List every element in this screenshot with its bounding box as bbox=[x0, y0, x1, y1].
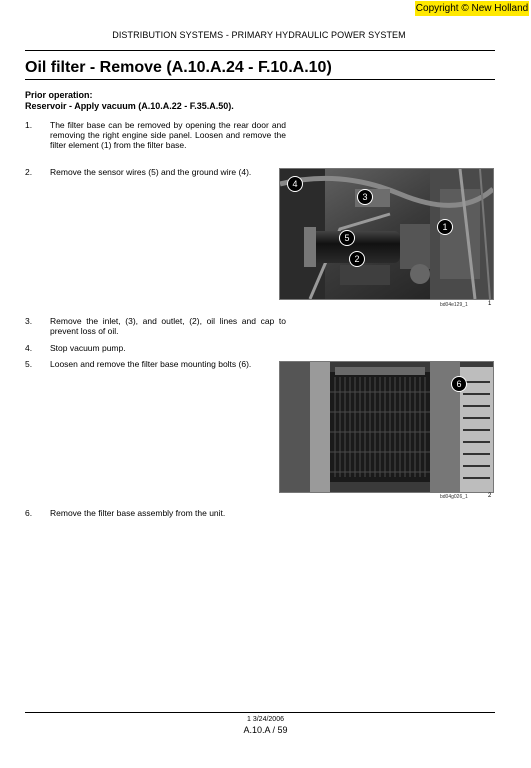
step-number: 6. bbox=[25, 508, 33, 518]
prior-operation bbox=[25, 90, 234, 112]
page-number: A.10.A / 59 bbox=[243, 725, 288, 735]
callout-2 bbox=[349, 251, 365, 272]
svg-text:3: 3 bbox=[362, 192, 368, 202]
svg-text:6: 6 bbox=[456, 379, 462, 389]
step-text: Remove the sensor wires (5) and the ground wire (4). bbox=[50, 167, 252, 177]
step-number: 4. bbox=[25, 343, 33, 353]
section-header: DISTRIBUTION SYSTEMS - PRIMARY HYDRAULIC POWER SYSTEM bbox=[112, 30, 406, 40]
callout-5 bbox=[339, 230, 355, 251]
figure-1-photo bbox=[279, 168, 494, 300]
page-title: Oil filter - Remove (A.10.A.24 - F.10.A.10) bbox=[25, 59, 332, 76]
callout-4 bbox=[287, 176, 303, 197]
engine-filter-illustration bbox=[280, 169, 493, 299]
step-text: Remove the filter base assembly from the unit. bbox=[50, 508, 226, 518]
header-rule bbox=[25, 50, 495, 51]
svg-text:4: 4 bbox=[292, 179, 298, 189]
callout-6 bbox=[451, 376, 467, 397]
figure-1-number: 1 bbox=[488, 301, 492, 307]
figure-2-code: bd04g026_1 bbox=[440, 494, 468, 500]
callout-1 bbox=[437, 219, 453, 240]
svg-text:5: 5 bbox=[344, 233, 350, 243]
figure-1-code: bd04e129_1 bbox=[440, 302, 468, 308]
step-text: The filter base can be removed by opening the rear door and removing the right engine side panel. Loosen and remove the filter element (1) from the filter base. bbox=[50, 120, 286, 151]
step-number: 2. bbox=[25, 167, 33, 177]
step-text: Remove the inlet, (3), and outlet, (2), oil lines and cap to prevent loss of oil. bbox=[50, 316, 286, 337]
callout-3 bbox=[357, 189, 373, 210]
title-rule bbox=[25, 79, 495, 80]
step-number: 3. bbox=[25, 316, 33, 326]
figure-2-number: 2 bbox=[488, 493, 492, 499]
figure-2-photo bbox=[279, 361, 494, 493]
step-text: Loosen and remove the filter base mounting bolts (6). bbox=[50, 359, 252, 369]
footer-date: 1 3/24/2006 bbox=[247, 716, 284, 723]
svg-text:2: 2 bbox=[354, 254, 360, 264]
footer-rule bbox=[25, 712, 495, 713]
svg-text:1: 1 bbox=[442, 222, 448, 232]
step-number: 5. bbox=[25, 359, 33, 369]
copyright-notice: Copyright © New Holland bbox=[415, 3, 529, 14]
prior-operation-label: Prior operation: bbox=[25, 90, 93, 100]
step-text: Stop vacuum pump. bbox=[50, 343, 126, 353]
prior-operation-text: Reservoir - Apply vacuum (A.10.A.22 - F.35.A.50). bbox=[25, 101, 234, 111]
step-number: 1. bbox=[25, 120, 33, 130]
